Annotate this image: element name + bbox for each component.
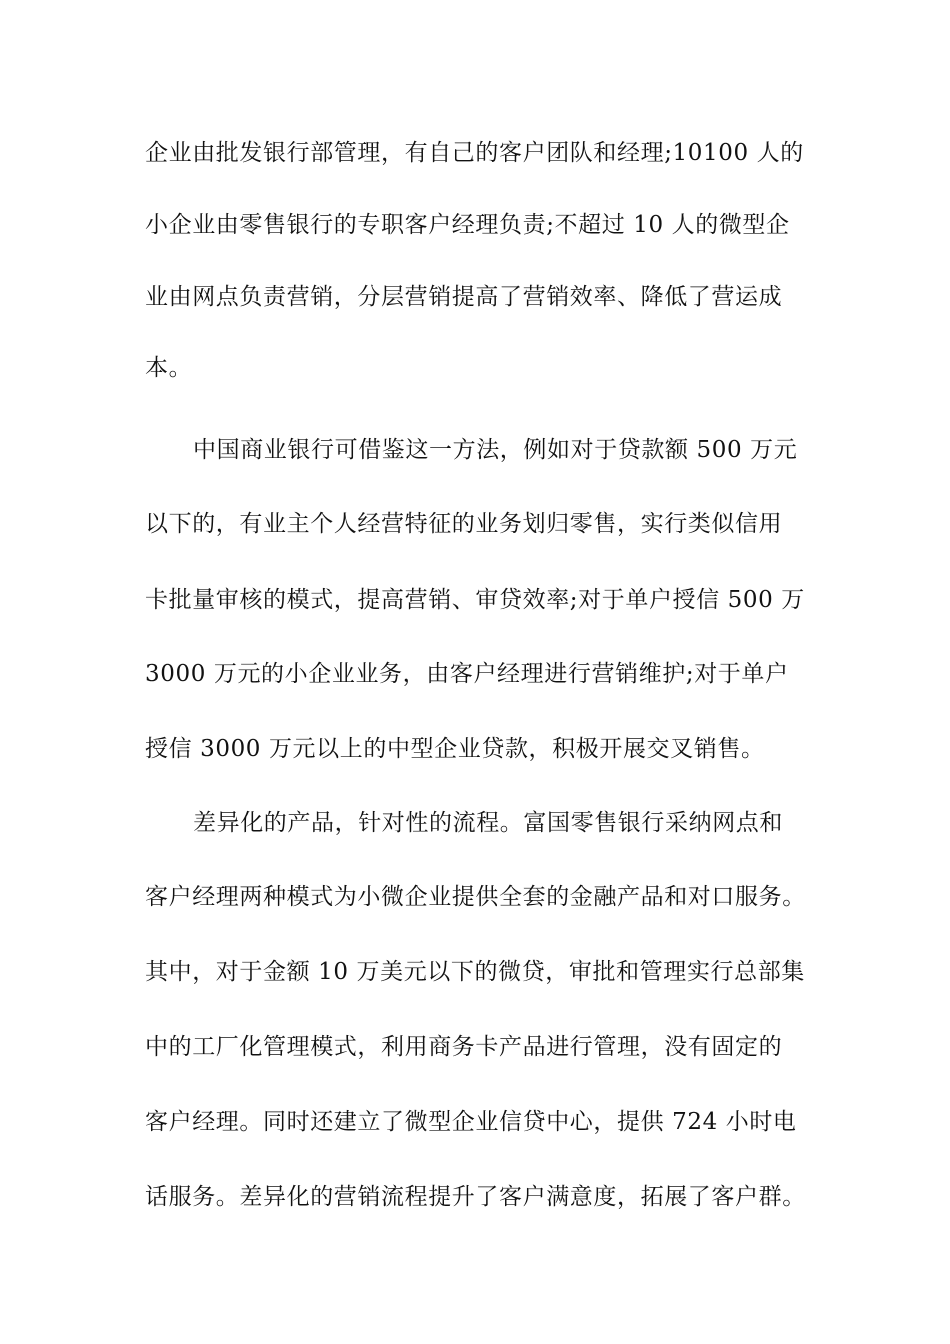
text-line: 客户经理。同时还建立了微型企业信贷中心，提供 724 小时电 [145,1109,797,1135]
text-line: 授信 3000 万元以上的中型企业贷款，积极开展交叉销售。 [145,736,765,762]
text-line: 话服务。差异化的营销流程提升了客户满意度，拓展了客户群。 [145,1184,806,1210]
text-line: 企业由批发银行部管理，有自己的客户团队和经理;10100 人的 [145,140,804,166]
text-line: 中的工厂化管理模式，利用商务卡产品进行管理，没有固定的 [145,1034,783,1060]
paragraph-first-line: 中国商业银行可借鉴这一方法，例如对于贷款额 500 万元 [193,437,798,463]
text-line: 其中，对于金额 10 万美元以下的微贷，审批和管理实行总部集 [145,959,805,985]
paragraph-first-line: 差异化的产品，针对性的流程。富国零售银行采纳网点和 [193,810,783,836]
text-line: 客户经理两种模式为小微企业提供全套的金融产品和对口服务。 [145,884,806,910]
text-line: 以下的，有业主个人经营特征的业务划归零售，实行类似信用 [145,511,783,537]
text-line: 本。 [145,355,193,381]
text-line: 卡批量审核的模式，提高营销、审贷效率;对于单户授信 500 万 [145,587,805,613]
text-line: 小企业由零售银行的专职客户经理负责;不超过 10 人的微型企 [145,212,790,238]
text-line: 业由网点负责营销，分层营销提高了营销效率、降低了营运成 [145,284,783,310]
text-line: 3000 万元的小企业业务，由客户经理进行营销维护;对于单户 [145,661,789,687]
